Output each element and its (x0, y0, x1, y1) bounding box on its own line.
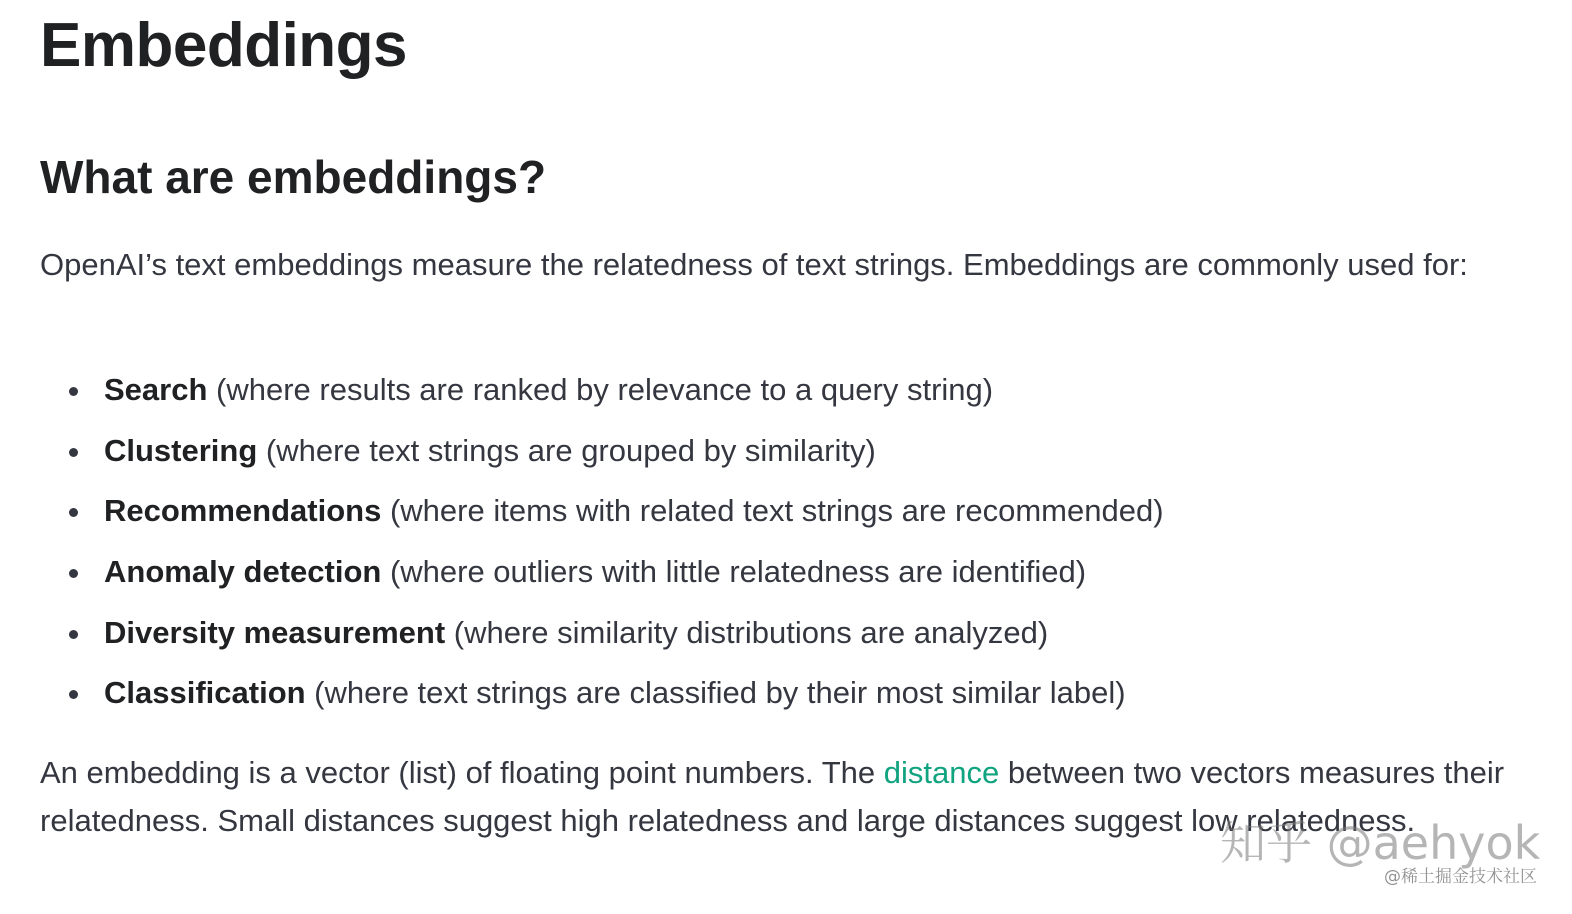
bullet-icon (69, 690, 78, 699)
list-item-description: (where text strings are classified by their most similar label) (305, 675, 1126, 711)
page-title: Embeddings (40, 11, 408, 80)
list-item-clustering (40, 421, 1164, 482)
list-item-description: (where outliers with little relatedness are identified) (381, 554, 1087, 590)
list-item-diversity-measurement (40, 603, 1164, 664)
list-item-term: Classification (104, 675, 306, 711)
bullet-icon (69, 630, 78, 639)
bullet-icon (69, 448, 78, 457)
use-cases-list (40, 360, 1164, 724)
list-item-recommendations (40, 481, 1164, 542)
juejin-watermark: @稀土掘金技术社区 (1384, 867, 1537, 887)
list-item-description: (where text strings are grouped by similarity) (257, 432, 876, 468)
bullet-icon (69, 508, 78, 517)
list-item-classification (40, 663, 1164, 724)
list-item-term: Recommendations (104, 493, 382, 529)
list-item-term: Clustering (104, 432, 258, 468)
list-item-term: Search (104, 372, 208, 407)
list-item-anomaly-detection (40, 542, 1164, 603)
list-item-description: (where results are ranked by relevance to a query string) (207, 372, 994, 407)
bullet-icon (69, 569, 78, 578)
outro-text-end: between two vectors measures their relatedness. Small distances suggest high relatedness and large distances suggest low relatedness. (40, 755, 1505, 838)
bullet-icon (69, 387, 78, 396)
zhihu-watermark: 知乎 @aehyok (1220, 816, 1541, 870)
outro-text-start: An embedding is a vector (list) of floating point numbers. The (40, 755, 884, 790)
list-item-description: (where similarity distributions are analyzed) (445, 614, 1049, 650)
section-heading: What are embeddings? (40, 151, 547, 203)
list-item-term: Anomaly detection (104, 554, 382, 590)
list-item-description: (where items with related text strings are recommended) (381, 493, 1164, 529)
intro-paragraph: OpenAI’s text embeddings measure the relatedness of text strings. Embeddings are commonly used for: (40, 247, 1468, 282)
list-item-search (40, 360, 1164, 421)
distance-link[interactable]: distance (883, 755, 1000, 790)
list-item-term: Diversity measurement (104, 614, 446, 650)
